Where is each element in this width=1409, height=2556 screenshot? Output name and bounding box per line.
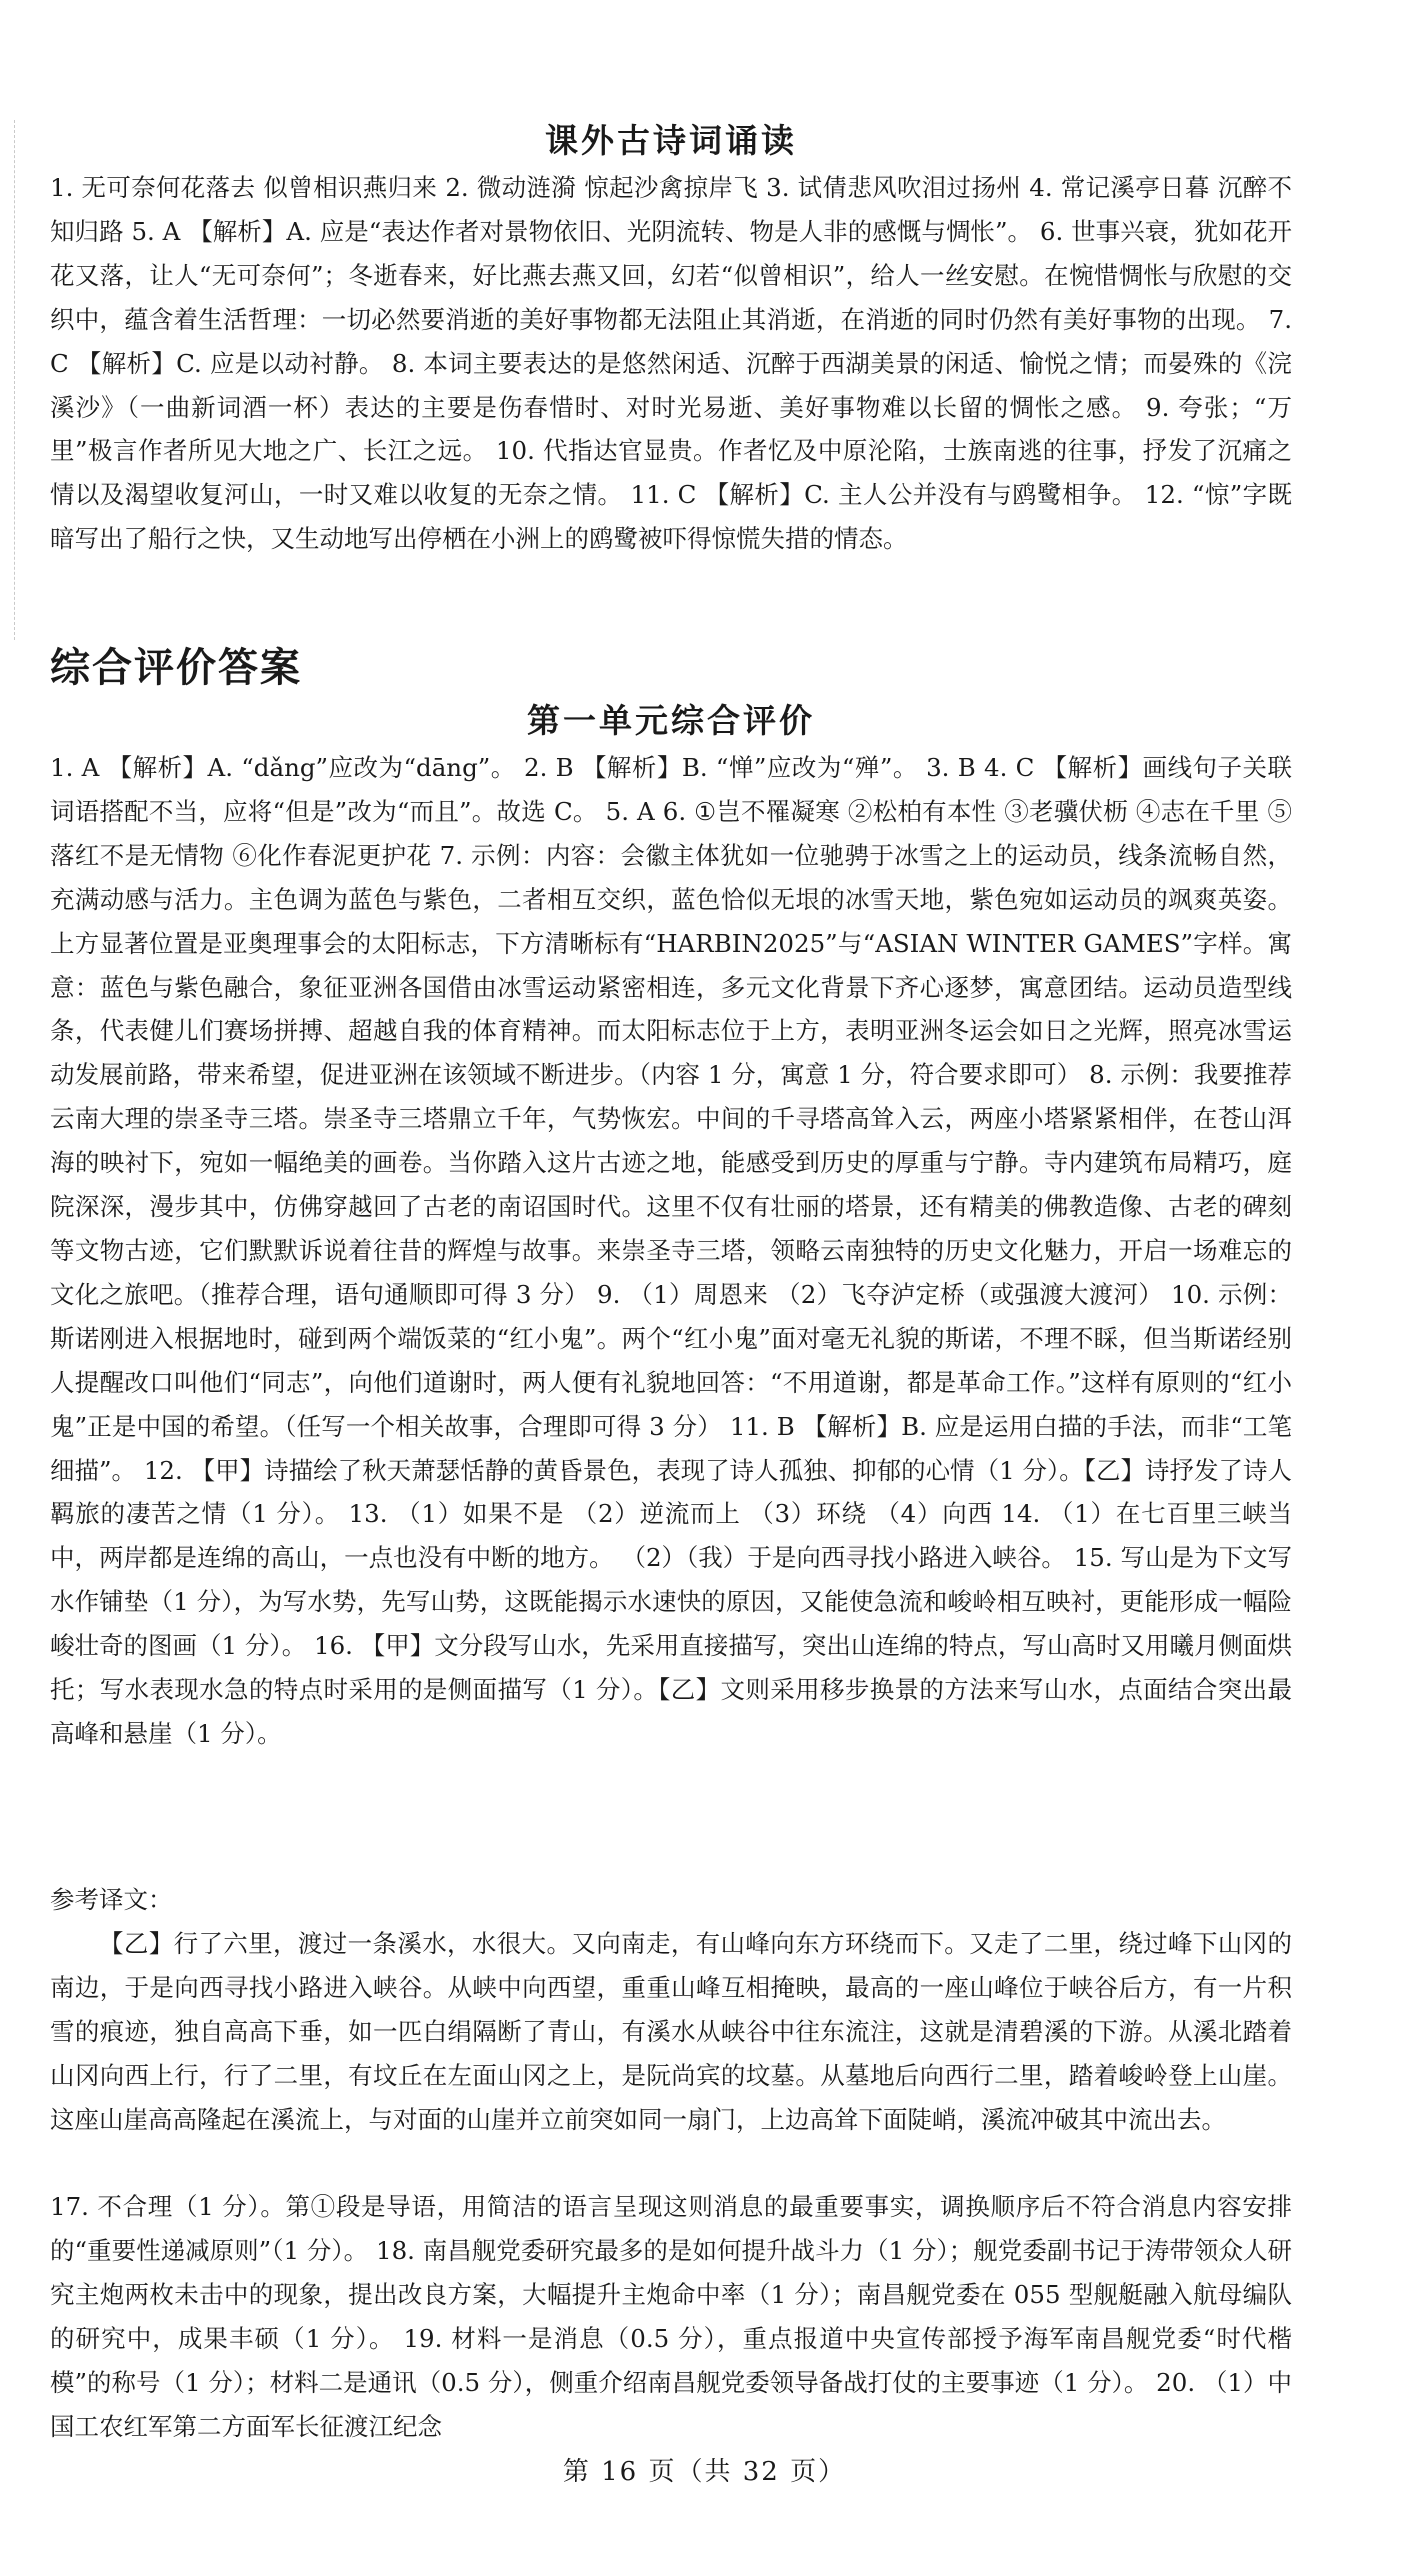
margin-rule [14,120,15,640]
main-heading: 综合评价答案 [50,645,302,691]
answers-unit1: 1. A 【解析】A. “dǎng”应改为“dāng”。 2. B 【解析】B. “惮”应改为“殚”。 3. B 4. C 【解析】画线句子关联词语搭配不当，应将“但是”改为“而且”。故选 C。 5. A 6. ①岂不罹凝寒 ②松柏有本性 ③老骥伏枥 ④志在千里 ⑤落红不是无情物 ⑥化作春泥更护花 7. 示例：内容：会徽主体犹如一位驰骋于冰雪之上的运动员，线条流畅自然，充满动感与活力。主色调为蓝色与紫色，二者相互交织，蓝色恰似无垠的冰雪天地，紫色宛如运动员的飒爽英姿。上方显著位置是亚奥理事会的太阳标志，下方清晰标有“HARBIN2025”与“ASIAN WINTER GAMES”字样。寓意：蓝色与紫色融合，象征亚洲各国借由冰雪运动紧密相连，多元文化背景下齐心逐梦，寓意团结。运动员造型线条，代表健儿们赛场拼搏、超越自我的体育精神。而太阳标志位于上方，表明亚洲冬运会如日之光辉，照亮冰雪运动发展前路，带来希望，促进亚洲在该领域不断进步。（内容 1 分，寓意 1 分，符合要求即可） 8. 示例：我要推荐云南大理的崇圣寺三塔。崇圣寺三塔鼎立千年，气势恢宏。中间的千寻塔高耸入云，两座小塔紧紧相伴，在苍山洱海的映衬下，宛如一幅绝美的画卷。当你踏入这片古迹之地，能感受到历史的厚重与宁静。寺内建筑布局精巧，庭院深深，漫步其中，仿佛穿越回了古老的南诏国时代。这里不仅有壮丽的塔景，还有精美的佛教造像、古老的碑刻等文物古迹，它们默默诉说着往昔的辉煌与故事。来崇圣寺三塔，领略云南独特的历史文化魅力，开启一场难忘的文化之旅吧。（推荐合理，语句通顺即可得 3 分） 9. （1）周恩来 （2）飞夺泸定桥（或强渡大渡河） 10. 示例：斯诺刚进入根据地时，碰到两个端饭菜的“红小鬼”。两个“红小鬼”面对毫无礼貌的斯诺，不理不睬，但当斯诺经别人提醒改口叫他们“同志”，向他们道谢时，两人便有礼貌地回答：“不用道谢，都是革命工作。”这样有原则的“红小鬼”正是中国的希望。（任写一个相关故事，合理即可得 3 分） 11. B 【解析】B. 应是运用白描的手法，而非“工笔细描”。 12. 【甲】诗描绘了秋天萧瑟恬静的黄昏景色，表现了诗人孤独、抑郁的心情（1 分）。【乙】诗抒发了诗人羁旅的凄苦之情（1 分）。 13. （1）如果不是 （2）逆流而上 （3）环绕 （4）向西 14. （1）在七百里三峡当中，两岸都是连绵的高山，一点也没有中断的地方。 （2）（我）于是向西寻找小路进入峡谷。 15. 写山是为下文写水作铺垫（1 分），为写水势，先写山势，这既能揭示水速快的原因，又能使急流和峻岭相互映衬，更能形成一幅险峻壮奇的图画（1 分）。 16. 【甲】文分段写山水，先采用直接描写，突出山连绵的特点，写山高时又用曦月侧面烘托；写水表现水急的特点时采用的是侧面描写（1 分）。【乙】文则采用移步换景的方法来写山水，点面结合突出最高峰和悬崖（1 分）。 [50,753,1292,1748]
section-title-unit1: 第一单元综合评价 [527,701,815,740]
answers-unit1-continued: 17. 不合理（1 分）。第①段是导语，用简洁的语言呈现这则消息的最重要事实，调换顺序后不符合消息内容安排的“重要性递减原则”（1 分）。 18. 南昌舰党委研究最多的是如何提升战斗力（1 分）；舰党委副书记于涛带领众人研究主炮两枚未击中的现象，提出改良方案，大幅提升主炮命中率（1 分）；南昌舰党委在 055 型舰艇融入航母编队的研究中，成果丰硕（1 分）。 19. 材料一是消息（0.5 分），重点报道中央宣传部授予海军南昌舰党委“时代楷模”的称号（1 分）；材料二是通讯（0.5 分），侧重介绍南昌舰党委领导备战打仗的主要事迹（1 分）。 20. （1）中国工农红军第二方面军长征渡江纪念 [50,2192,1292,2441]
answers-extra-poems: 1. 无可奈何花落去 似曾相识燕归来 2. 微动涟漪 惊起沙禽掠岸飞 3. 试倩悲风吹泪过扬州 4. 常记溪亭日暮 沉醉不知归路 5. A 【解析】A. 应是“表达作者对景物依旧、光阴流转、物是人非的感慨与惆怅”。 6. 世事兴衰，犹如花开花又落，让人“无可奈何”；冬逝春来，好比燕去燕又回，幻若“似曾相识”，给人一丝安慰。在惋惜惆怅与欣慰的交织中，蕴含着生活哲理：一切必然要消逝的美好事物都无法阻止其消逝，在消逝的同时仍然有美好事物的出现。 7. C 【解析】C. 应是以动衬静。 8. 本词主要表达的是悠然闲适、沉醉于西湖美景的闲适、愉悦之情；而晏殊的《浣溪沙》（一曲新词酒一杯）表达的主要是伤春惜时、对时光易逝、美好事物难以长留的惆怅之感。 9. 夸张；“万里”极言作者所见大地之广、长江之远。 10. 代指达官显贵。作者忆及中原沦陷，士族南逃的往事，抒发了沉痛之情以及渴望收复河山，一时又难以收复的无奈之情。 11. C 【解析】C. 主人公并没有与鸥鹭相争。 12. “惊”字既暗写出了船行之快，又生动地写出停栖在小洲上的鸥鹭被吓得惊慌失措的情态。 [50,173,1292,554]
page-footer: 第 16 页（共 32 页） [562,2457,847,2487]
section-title-extra-poems: 课外古诗词诵读 [545,121,797,160]
reference-translation: 【乙】行了六里，渡过一条溪水，水很大。又向南走，有山峰向东方环绕而下。又走了二里，绕过峰下山冈的南边，于是向西寻找小路进入峡谷。从峡中向西望，重重山峰互相掩映，最高的一座山峰位于峡谷后方，有一片积雪的痕迹，独自高高下垂，如一匹白绢隔断了青山，有溪水从峡谷中往东流注，这就是清碧溪的下游。从溪北踏着山冈向西上行，行了二里，有坟丘在左面山冈之上，是阮尚宾的坟墓。从墓地后向西行二里，踏着峻岭登上山崖。这座山崖高高隆起在溪流上，与对面的山崖并立前突如同一扇门，上边高耸下面陡峭，溪流冲破其中流出去。 [50,1929,1292,2134]
reference-label: 参考译文： [50,1885,173,1914]
